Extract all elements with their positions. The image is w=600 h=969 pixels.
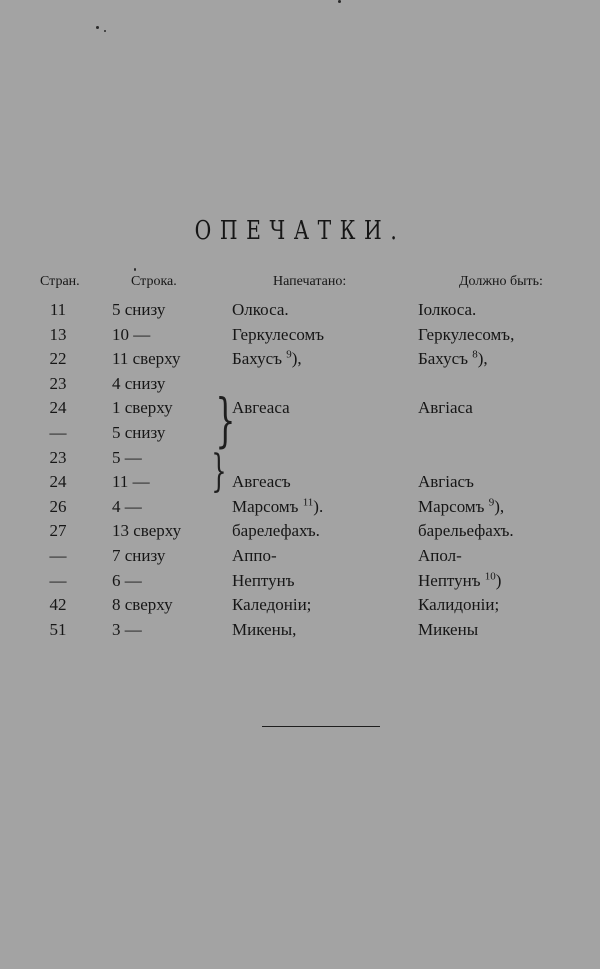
errata-correct: Калидоніи; [418,595,500,615]
table-row [0,398,600,423]
table-row [0,349,600,374]
brace-group-1: } [215,386,236,454]
errata-printed: Авгеаса [232,398,290,418]
print-speck [338,0,341,3]
errata-page-number: 23 [49,373,67,393]
errata-printed: Марсомъ $^{11}$). [232,496,324,516]
header-correct: Должно быть: [459,274,543,289]
errata-line: 7 снизу [112,546,166,565]
errata-correct: Геркулесомъ, [418,324,515,344]
table-row [0,423,600,448]
errata-page-number: 26 [49,496,67,516]
errata-correct: Бахусъ $^8$), [418,348,488,369]
errata-page-number: 13 [49,324,67,344]
errata-line: 6 — [112,570,142,590]
errata-page-number: 51 [49,619,67,639]
errata-page-number: — [49,546,67,565]
errata-printed: Аппо- [232,546,277,565]
errata-line: 10 — [112,324,151,344]
errata-page-number: 23 [49,447,67,467]
errata-line: 11 сверху [112,349,181,369]
errata-printed: Олкоса. [232,300,289,319]
errata-correct: Іолкоса. [418,300,477,319]
table-row [0,497,600,522]
errata-line: 4 снизу [112,373,166,393]
brace-group-2: } [211,446,227,497]
errata-correct: Нептунъ $^{10}$) [418,569,502,590]
errata-page-number: 24 [49,472,67,492]
errata-page-number: 22 [49,349,67,369]
errata-printed: Авгеасъ [232,472,291,492]
errata-page-number: — [49,570,67,590]
errata-printed: Каледоніи; [232,595,312,615]
errata-correct: Марсомъ $^9$), [418,496,505,516]
table-row [0,521,600,546]
errata-line: 11 — [112,472,150,492]
print-speck [104,30,106,32]
errata-correct: Микены [418,619,479,639]
table-row [0,595,600,620]
print-speck [134,268,136,271]
page-title: ОПЕЧАТКИ. [194,216,406,246]
errata-correct: барельефахъ. [418,521,514,541]
header-page: Стран. [40,274,80,289]
errata-page-number: 24 [49,398,67,418]
table-row [0,546,600,571]
errata-line: 1 сверху [112,398,173,418]
table-row [0,448,600,473]
table-row [0,472,600,497]
table-row [0,571,600,596]
errata-printed: Геркулесомъ [232,324,325,344]
errata-line: 3 — [112,619,142,639]
errata-correct: Авгіаса [418,398,473,418]
table-row [0,620,600,645]
errata-line: 5 снизу [112,300,166,319]
errata-page-number: 11 [49,300,67,319]
errata-printed: Бахусъ $^9$), [232,348,302,369]
end-rule [262,726,380,727]
print-speck [96,26,99,29]
errata-line: 5 — [112,447,142,467]
errata-line: 4 — [112,496,142,516]
table-row [0,300,600,325]
table-row [0,374,600,399]
errata-page-number: 42 [49,595,67,615]
errata-line: 5 снизу [112,423,166,442]
errata-page-number: — [49,423,67,442]
table-row [0,325,600,350]
errata-correct: Апол- [418,546,462,565]
header-printed: Напечатано: [273,274,347,289]
header-line: Строка. [131,274,177,289]
errata-page-number: 27 [49,521,67,541]
errata-printed: Микены, [232,619,297,639]
errata-line: 8 сверху [112,595,173,615]
errata-printed: Нептунъ [232,570,295,590]
errata-printed: барелефахъ. [232,521,320,541]
errata-correct: Авгіасъ [418,472,474,492]
errata-line: 13 сверху [112,521,182,541]
